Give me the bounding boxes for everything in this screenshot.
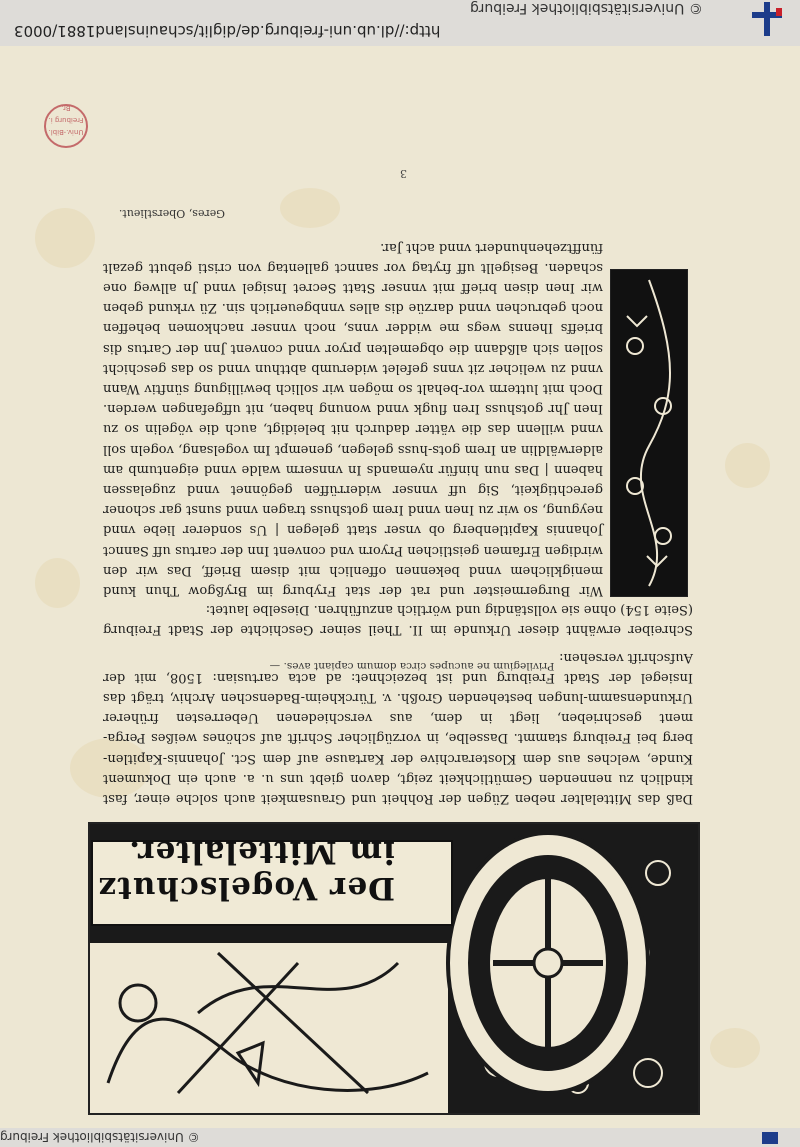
rotated-scan: [0, 46, 800, 1128]
footer-logo-icon: [762, 1132, 778, 1144]
paragraph-reference: Schreiber erwähnt dieser Urkunde im II. Theil seiner Geschichte der Stadt Freiburg (Seite 154) ohne sie vollständig und wörtlich anzuführen. Dieselbe lautet:: [103, 601, 693, 637]
footer-copyright: © Universitätsbibliothek Freiburg: [0, 1130, 200, 1144]
library-stamp: Univ.-Bibl. Freiburg i. Br.: [44, 104, 88, 148]
document-transcription: Wir Burgermeister und rat der stat Fryburg im Bryßgow Thun kund menigklichem vnnd bekennen offenlich mit disem Brieff, Das wir den wirdigen Erfamen geistlichen Pryorn vnd convent Inn der cartus uff Sannct Johannis Kapitlenberg ob vnser statt gelegen | Us sonderer liebe vnnd neygung, so wir zu Inen vnnd Irem gotshuss tragen vnnd sunst gar schoner gerechtigkeit, Sig uff vnnser widerrüffen gegönnet vnnd zugelassen habenn | Das nun hinfür nyemands In vnnserm walde vnnd eigentumb am alderwäldlin an Irem gots-huss gelegen, genempt Im vogelsang, vogeln soll vnnd willenn das die vätter dadurch nit beleidigt, auch die vögelin so zu Inen Jhr gotshuss Iren flugk vnnd wonung haben, nit uffgefangen werden. Doch mit lutterm vor-behalt so mögen wir sollich bewilligung sünftiv Wann vnnd zu welicher zit vnns gefelet widerumb abtthun vnnd so das geschicht sollen sich alßdann die obgemelten pryor vnnd convent Jnn der Cartus dis brieffs Ihenns wegs me widder vnns, noch vnnser nachkomen beheffen noch gebruchen vnnd darzüe dis alles vnnbgeuerlich sin. Zü vrkund geben wir Inen disen brieff mit vnnser Statt Secret Insigel vnnd Jn allweg one schaden. Besigellt uff frytag vor sannct gallentag von cristi gebutt gezalt fünfftzehenhundert vnnd acht Jar.: [103, 239, 603, 598]
scanned-page: [0, 46, 800, 1128]
latin-note: Privilegium ne aucupes circa domum capiant aves. —: [269, 660, 555, 672]
copyright-notice: © Universitätsbibliothek Freiburg: [470, 0, 703, 16]
decorative-title-illustration: [88, 822, 700, 1115]
page-number: 3: [400, 167, 407, 180]
ornamental-initial-icon: [610, 269, 688, 597]
viewer-header: [0, 0, 800, 46]
title-text: Der Vogelschutz im Mittelalter.: [97, 834, 395, 906]
title-banner: [91, 834, 453, 926]
source-url[interactable]: http://dl.ub.uni-freiburg.de/diglit/schauinsland1881/0003: [14, 22, 441, 40]
library-logo-icon: [752, 2, 792, 38]
paragraph-intro: Daß das Mittelalter neben Zügen der Rohheit und Grausamkeit auch solche einer, fast kindlich zu nennenden Gemütlichkeit zeigt, davon giebt uns u. a. auch ein Dokument Kunde, welches aus dem Klosterarchive der Kartause auf dem Sct. Johannis-Kapitlen-berg bei Freiburg stammt. Dasselbe, in vorzüglicher Schrift auf schönes weißes Perga-ment geschrieben, liegt in dem, aus verschiedenen Ueberresten früherer Urkundensamm-lungen bestehenden Großh. v. Türckheim-Badenschen Archiv, trägt das Insiegel der Stadt Freiburg und ist bezeichnet: ad acta cartusian: 1508, mit der Aufschrift versehen:: [103, 649, 693, 806]
viewer-footer: [0, 1128, 800, 1147]
author-signature: Geres, Oberstlieut.: [118, 207, 225, 220]
